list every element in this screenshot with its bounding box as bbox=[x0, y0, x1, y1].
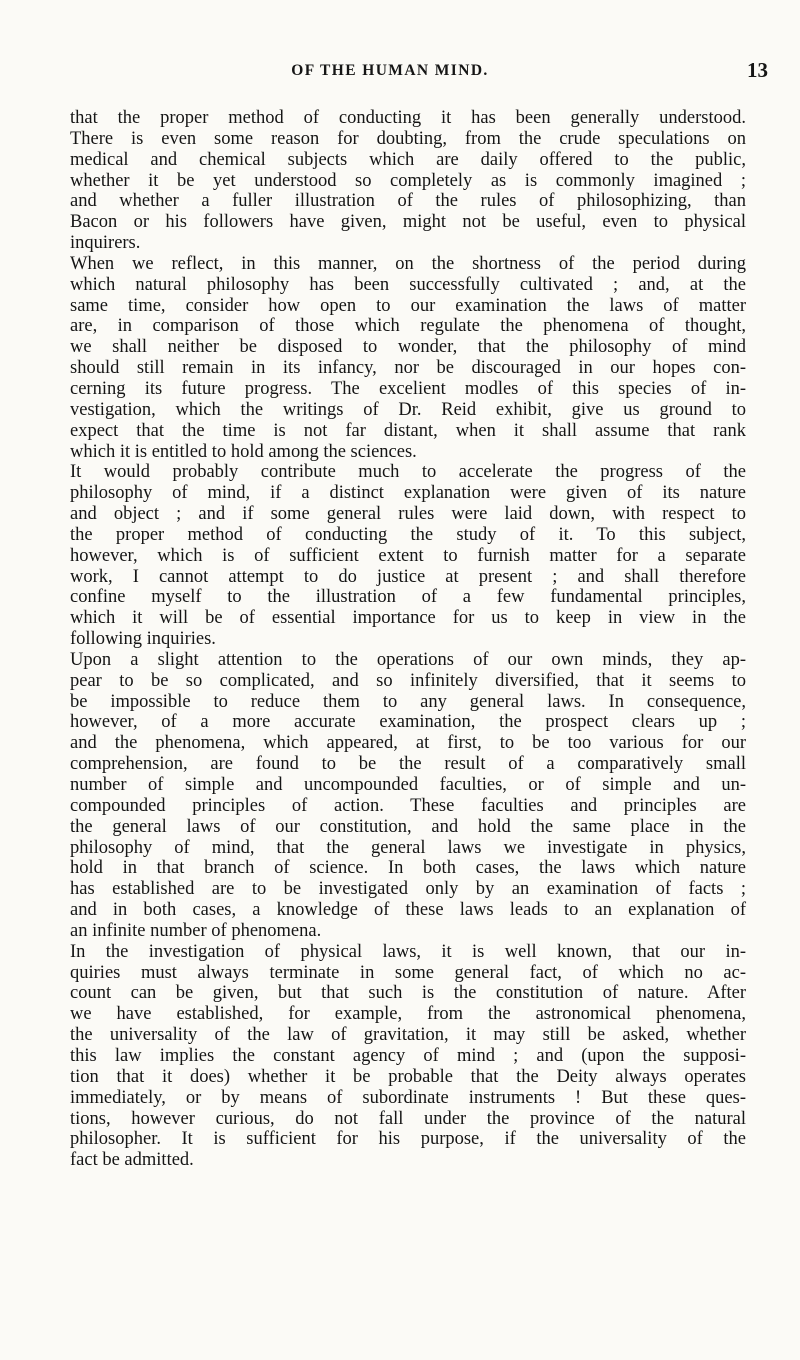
text-line: we shall neither be disposed to wonder, that the philosophy of mind bbox=[70, 337, 746, 358]
body-text bbox=[70, 108, 746, 1171]
text-line: pear to be so complicated, and so infinitely diversified, that it seems to bbox=[70, 670, 746, 691]
text-line: compounded principles of action. These faculties and principles are bbox=[70, 795, 746, 816]
text-line: following inquiries. bbox=[70, 629, 216, 650]
paragraph bbox=[70, 462, 746, 650]
text-line: expect that the time is not far distant, when it shall assume that rank bbox=[70, 420, 746, 441]
text-line: vestigation, which the writings of Dr. Reid exhibit, give us ground to bbox=[70, 399, 746, 420]
paragraph bbox=[70, 254, 746, 462]
text-line: should still remain in its infancy, nor be discouraged in our hopes con- bbox=[70, 358, 746, 379]
text-line: work, I cannot attempt to do justice at present ; and shall therefore bbox=[70, 566, 746, 587]
text-line: It would probably contribute much to accelerate the progress of the bbox=[70, 462, 746, 483]
text-line: however, which is of sufficient extent to furnish matter for a separate bbox=[70, 545, 746, 566]
text-line: be impossible to reduce them to any general laws. In consequence, bbox=[70, 691, 746, 712]
text-line: confine myself to the illustration of a few fundamental principles, bbox=[70, 587, 746, 608]
text-line: tion that it does) whether it be probable that the Deity always operates bbox=[70, 1066, 746, 1087]
text-line: fact be admitted. bbox=[70, 1150, 194, 1171]
text-line: which natural philosophy has been successfully cultivated ; and, at the bbox=[70, 274, 746, 295]
text-line: are, in comparison of those which regulate the phenomena of thought, bbox=[70, 316, 746, 337]
text-line: inquirers. bbox=[70, 233, 141, 254]
text-line: philosophy of mind, that the general laws we investigate in physics, bbox=[70, 837, 746, 858]
text-line: and object ; and if some general rules were laid down, with respect to bbox=[70, 504, 746, 525]
text-line: same time, consider how open to our examination the laws of matter bbox=[70, 295, 746, 316]
text-line: There is even some reason for doubting, from the crude speculations on bbox=[70, 128, 746, 149]
page-number: 13 bbox=[747, 58, 768, 82]
text-line: the universality of the law of gravitation, it may still be asked, whether bbox=[70, 1025, 746, 1046]
text-line: comprehension, are found to be the result of a comparatively small bbox=[70, 754, 746, 775]
text-line: and whether a fuller illustration of the rules of philosophizing, than bbox=[70, 191, 746, 212]
text-line: tions, however curious, do not fall under the province of the natural bbox=[70, 1108, 746, 1129]
text-line: which it is entitled to hold among the sciences. bbox=[70, 441, 417, 462]
text-line: count can be given, but that such is the constitution of nature. After bbox=[70, 983, 746, 1004]
text-line: and in both cases, a knowledge of these laws leads to an explanation of bbox=[70, 900, 746, 921]
text-line: an infinite number of phenomena. bbox=[70, 920, 322, 941]
running-title: OF THE HUMAN MIND. bbox=[291, 62, 489, 79]
text-line: this law implies the constant agency of mind ; and (upon the supposi- bbox=[70, 1045, 746, 1066]
text-line: immediately, or by means of subordinate instruments ! But these ques- bbox=[70, 1087, 746, 1108]
text-line: Bacon or his followers have given, might not be useful, even to physical bbox=[70, 212, 746, 233]
text-line: however, of a more accurate examination, the prospect clears up ; bbox=[70, 712, 746, 733]
text-line: quiries must always terminate in some general fact, of which no ac- bbox=[70, 962, 746, 983]
text-line: Upon a slight attention to the operations of our own minds, they ap- bbox=[70, 649, 746, 670]
paragraph bbox=[70, 650, 746, 942]
text-line: and the phenomena, which appeared, at first, to be too various for our bbox=[70, 733, 746, 754]
text-line: medical and chemical subjects which are daily offered to the public, bbox=[70, 149, 746, 170]
text-line: cerning its future progress. The excelient modles of this species of in- bbox=[70, 378, 746, 399]
text-line: that the proper method of conducting it has been generally understood. bbox=[70, 108, 746, 128]
text-line: hold in that branch of science. In both cases, the laws which nature bbox=[70, 858, 746, 879]
text-line: we have established, for example, from the astronomical phenomena, bbox=[70, 1004, 746, 1025]
paragraph bbox=[70, 942, 746, 1171]
text-line: which it will be of essential importance for us to keep in view in the bbox=[70, 608, 746, 629]
text-line: When we reflect, in this manner, on the shortness of the period during bbox=[70, 253, 746, 274]
text-line: philosopher. It is sufficient for his purpose, if the universality of the bbox=[70, 1129, 746, 1150]
text-line: number of simple and uncompounded faculties, or of simple and un- bbox=[70, 775, 746, 795]
paragraph bbox=[70, 108, 746, 254]
text-line: the general laws of our constitution, and hold the same place in the bbox=[70, 816, 746, 837]
text-line: has established are to be investigated only by an examination of facts ; bbox=[70, 879, 746, 900]
text-line: whether it be yet understood so completely as is commonly imagined ; bbox=[70, 170, 746, 191]
text-line: philosophy of mind, if a distinct explanation were given of its nature bbox=[70, 483, 746, 504]
text-line: the proper method of conducting the study of it. To this subject, bbox=[70, 524, 746, 545]
text-line: In the investigation of physical laws, it is well known, that our in- bbox=[70, 941, 746, 962]
